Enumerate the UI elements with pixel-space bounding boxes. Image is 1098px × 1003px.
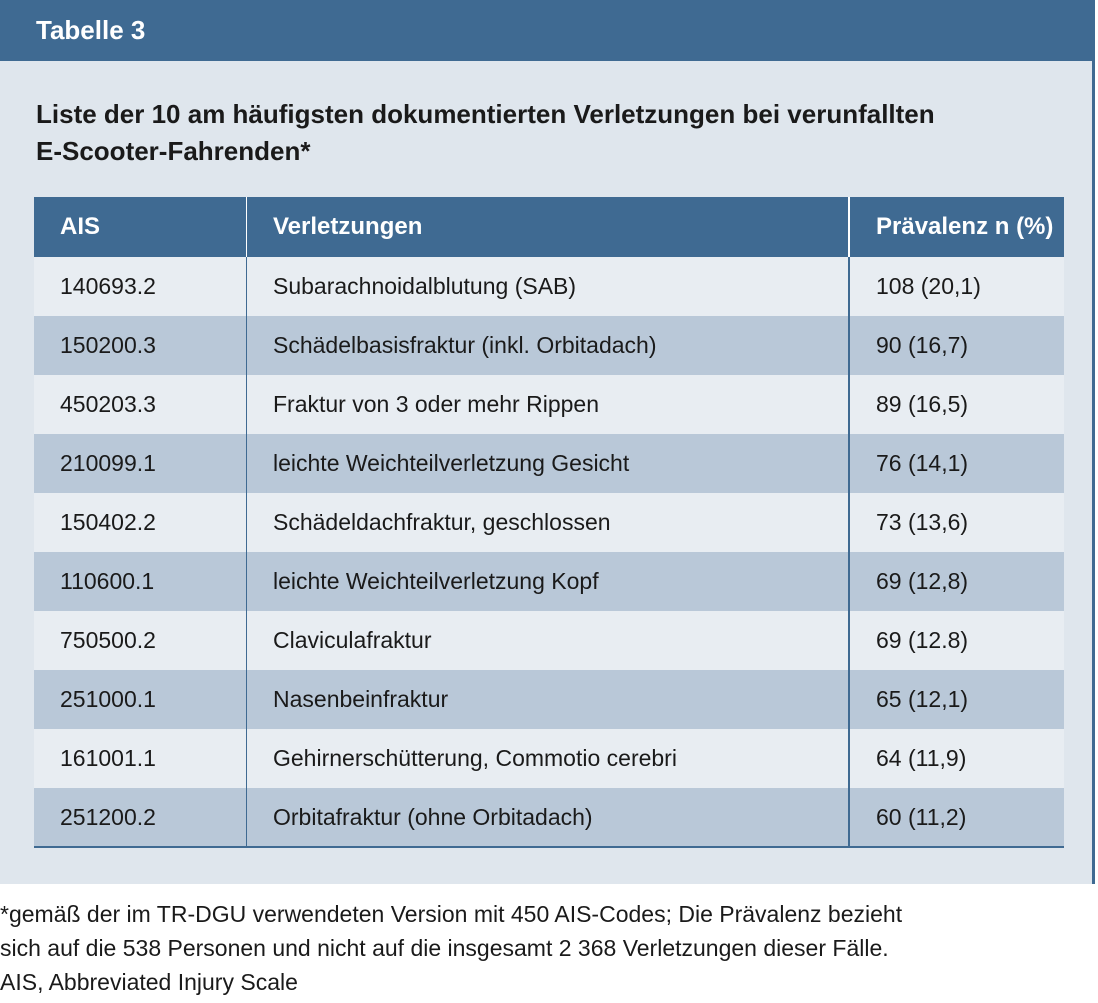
- prevalence-cell: 73 (13,6): [849, 493, 1064, 552]
- ais-cell: 750500.2: [34, 611, 247, 670]
- ais-cell: 110600.1: [34, 552, 247, 611]
- injury-cell: Schädeldachfraktur, geschlossen: [247, 493, 850, 552]
- prevalence-cell: 69 (12.8): [849, 611, 1064, 670]
- column-header-ais: AIS: [34, 197, 247, 257]
- ais-cell: 251200.2: [34, 788, 247, 847]
- table-row: [34, 788, 1064, 847]
- injury-cell: Nasenbeinfraktur: [247, 670, 850, 729]
- ais-cell: 150200.3: [34, 316, 247, 375]
- table-row: [34, 375, 1064, 434]
- injury-cell: Gehirnerschütterung, Commotio cerebri: [247, 729, 850, 788]
- table-row: [34, 670, 1064, 729]
- table-row: [34, 729, 1064, 788]
- prevalence-cell: 69 (12,8): [849, 552, 1064, 611]
- prevalence-cell: 90 (16,7): [849, 316, 1064, 375]
- footnote-line-2: sich auf die 538 Personen und nicht auf die insgesamt 2 368 Verletzungen dieser Fälle.: [0, 935, 889, 961]
- injury-cell: leichte Weichteilverletzung Kopf: [247, 552, 850, 611]
- injury-table: [34, 197, 1064, 848]
- table-footnote: [0, 897, 1090, 999]
- footnote-line-3: AIS, Abbreviated Injury Scale: [0, 969, 298, 995]
- prevalence-cell: 64 (11,9): [849, 729, 1064, 788]
- table-caption: [36, 96, 1076, 170]
- caption-line-2: E-Scooter-Fahrenden*: [36, 136, 311, 166]
- prevalence-cell: 89 (16,5): [849, 375, 1064, 434]
- ais-cell: 140693.2: [34, 257, 247, 316]
- caption-line-1: Liste der 10 am häufigsten dokumentierten Verletzungen bei verunfallten: [36, 99, 935, 129]
- injury-cell: Claviculafraktur: [247, 611, 850, 670]
- ais-cell: 150402.2: [34, 493, 247, 552]
- ais-cell: 161001.1: [34, 729, 247, 788]
- ais-cell: 450203.3: [34, 375, 247, 434]
- table-row: [34, 434, 1064, 493]
- table-row: [34, 552, 1064, 611]
- table-header-row: [34, 197, 1064, 257]
- column-header-injuries: Verletzungen: [247, 197, 850, 257]
- table-label: Tabelle 3: [0, 0, 1092, 61]
- injury-cell: Fraktur von 3 oder mehr Rippen: [247, 375, 850, 434]
- prevalence-cell: 76 (14,1): [849, 434, 1064, 493]
- prevalence-cell: 60 (11,2): [849, 788, 1064, 847]
- table-row: [34, 257, 1064, 316]
- footnote-line-1: *gemäß der im TR-DGU verwendeten Version mit 450 AIS-Codes; Die Prävalenz bezieht: [0, 901, 903, 927]
- prevalence-cell: 65 (12,1): [849, 670, 1064, 729]
- table-row: [34, 493, 1064, 552]
- column-header-prevalence: Prävalenz n (%): [849, 197, 1064, 257]
- prevalence-cell: 108 (20,1): [849, 257, 1064, 316]
- injury-cell: Schädelbasisfraktur (inkl. Orbitadach): [247, 316, 850, 375]
- table-row: [34, 611, 1064, 670]
- injury-cell: Subarachnoidalblutung (SAB): [247, 257, 850, 316]
- ais-cell: 210099.1: [34, 434, 247, 493]
- ais-cell: 251000.1: [34, 670, 247, 729]
- injury-cell: leichte Weichteilverletzung Gesicht: [247, 434, 850, 493]
- injury-cell: Orbitafraktur (ohne Orbitadach): [247, 788, 850, 847]
- table-row: [34, 316, 1064, 375]
